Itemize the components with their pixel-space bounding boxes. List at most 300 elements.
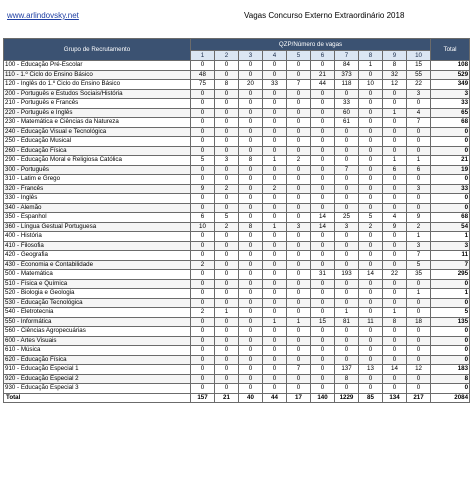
vagas-cell: 3	[407, 184, 431, 194]
table-row	[4, 260, 470, 270]
vagas-cell: 0	[311, 203, 335, 213]
table-row	[4, 241, 470, 251]
vagas-cell: 0	[215, 232, 239, 242]
row-total-cell: 21	[431, 156, 470, 166]
table-row	[4, 213, 470, 223]
vagas-cell: 14	[383, 365, 407, 375]
grupo-cell: 210 - Português e Francês	[4, 99, 191, 109]
vagas-cell: 0	[191, 289, 215, 299]
vagas-cell: 1	[263, 156, 287, 166]
vagas-cell: 0	[383, 175, 407, 185]
vagas-cell: 0	[311, 355, 335, 365]
vagas-cell: 0	[263, 99, 287, 109]
vagas-cell: 33	[335, 99, 359, 109]
vagas-cell: 0	[239, 213, 263, 223]
row-total-cell: 1	[431, 289, 470, 299]
vagas-cell: 0	[215, 194, 239, 204]
row-total-cell: 108	[431, 61, 470, 71]
total-label-cell: Total	[4, 393, 191, 403]
grupo-cell: 400 - História	[4, 232, 191, 242]
grupo-cell: 510 - Física e Química	[4, 279, 191, 289]
vagas-cell: 0	[239, 165, 263, 175]
grupo-cell: 920 - Educação Especial 2	[4, 374, 191, 384]
vagas-cell: 0	[311, 327, 335, 337]
grupo-cell: 350 - Espanhol	[4, 213, 191, 223]
vagas-cell: 0	[407, 175, 431, 185]
row-total-cell: 0	[431, 203, 470, 213]
grupo-cell: 420 - Geografia	[4, 251, 191, 261]
vagas-cell: 0	[359, 327, 383, 337]
vagas-cell: 0	[263, 327, 287, 337]
vagas-cell: 1	[407, 232, 431, 242]
vagas-cell: 5	[359, 213, 383, 223]
row-total-cell: 33	[431, 99, 470, 109]
vagas-cell: 0	[191, 137, 215, 147]
vagas-cell: 0	[191, 165, 215, 175]
vagas-cell: 3	[215, 156, 239, 166]
vagas-cell: 0	[311, 384, 335, 394]
vagas-cell: 5	[191, 156, 215, 166]
vagas-cell: 0	[239, 118, 263, 128]
vagas-cell: 0	[383, 241, 407, 251]
vagas-cell: 0	[311, 308, 335, 318]
vagas-cell: 0	[239, 355, 263, 365]
row-total-cell: 135	[431, 317, 470, 327]
table-row	[4, 137, 470, 147]
vagas-cell: 0	[359, 289, 383, 299]
table-row	[4, 222, 470, 232]
vagas-cell: 0	[407, 279, 431, 289]
vagas-cell: 0	[359, 194, 383, 204]
vagas-cell: 0	[239, 241, 263, 251]
vagas-cell: 0	[239, 70, 263, 80]
vagas-cell: 0	[383, 194, 407, 204]
vagas-cell: 0	[239, 137, 263, 147]
vagas-cell: 0	[215, 251, 239, 261]
row-total-cell: 19	[431, 165, 470, 175]
vagas-cell: 0	[383, 384, 407, 394]
vagas-cell: 1	[215, 308, 239, 318]
vagas-cell: 0	[191, 89, 215, 99]
column-total-cell: 217	[407, 393, 431, 403]
grupo-cell: 290 - Educação Moral e Religiosa Católica	[4, 156, 191, 166]
row-total-cell: 7	[431, 260, 470, 270]
vagas-cell: 0	[215, 270, 239, 280]
vagas-cell: 0	[383, 336, 407, 346]
vagas-cell: 0	[215, 384, 239, 394]
table-row	[4, 384, 470, 394]
vagas-cell: 0	[215, 336, 239, 346]
vagas-cell: 0	[359, 298, 383, 308]
grupo-cell: 600 - Artes Visuais	[4, 336, 191, 346]
vagas-cell: 0	[359, 156, 383, 166]
vagas-cell: 8	[239, 222, 263, 232]
vagas-cell: 0	[287, 336, 311, 346]
vagas-cell: 0	[239, 203, 263, 213]
vagas-cell: 0	[335, 241, 359, 251]
vagas-cell: 0	[335, 289, 359, 299]
vagas-cell: 0	[383, 327, 407, 337]
vagas-cell: 0	[287, 308, 311, 318]
vagas-cell: 0	[215, 374, 239, 384]
vagas-cell: 4	[407, 108, 431, 118]
vagas-cell: 0	[335, 260, 359, 270]
vagas-cell: 0	[407, 374, 431, 384]
vagas-cell: 0	[311, 374, 335, 384]
vagas-cell: 0	[383, 260, 407, 270]
column-total-cell: 134	[383, 393, 407, 403]
vagas-cell: 1	[335, 308, 359, 318]
vagas-cell: 0	[311, 61, 335, 71]
vagas-cell: 0	[335, 89, 359, 99]
table-row	[4, 175, 470, 185]
grupo-cell: 360 - Língua Gestual Portuguesa	[4, 222, 191, 232]
vagas-cell: 12	[383, 80, 407, 90]
vagas-cell: 0	[215, 289, 239, 299]
vagas-cell: 0	[287, 203, 311, 213]
vagas-cell: 0	[335, 175, 359, 185]
vagas-cell: 21	[311, 70, 335, 80]
vagas-cell: 0	[311, 365, 335, 375]
vagas-cell: 2	[359, 222, 383, 232]
vagas-cell: 0	[263, 213, 287, 223]
vagas-cell: 0	[311, 298, 335, 308]
vagas-cell: 0	[191, 336, 215, 346]
vagas-cell: 0	[263, 108, 287, 118]
vagas-cell: 0	[287, 355, 311, 365]
row-total-cell: 0	[431, 298, 470, 308]
vagas-cell: 0	[359, 203, 383, 213]
row-total-cell: 3	[431, 89, 470, 99]
grupo-cell: 540 - Eletrotecnia	[4, 308, 191, 318]
grupo-cell: 930 - Educação Especial 3	[4, 384, 191, 394]
row-total-cell: 0	[431, 346, 470, 356]
vagas-cell: 0	[311, 241, 335, 251]
vagas-cell: 2	[215, 184, 239, 194]
vagas-cell: 81	[335, 317, 359, 327]
vagas-cell: 0	[239, 374, 263, 384]
vagas-cell: 0	[335, 194, 359, 204]
vagas-cell: 0	[215, 317, 239, 327]
vagas-cell: 0	[359, 137, 383, 147]
vagas-cell: 0	[263, 298, 287, 308]
vagas-cell: 0	[239, 89, 263, 99]
table-row	[4, 232, 470, 242]
vagas-cell: 0	[191, 118, 215, 128]
vagas-cell: 0	[263, 289, 287, 299]
vagas-cell: 25	[335, 213, 359, 223]
vagas-cell: 0	[215, 298, 239, 308]
vagas-cell: 0	[335, 279, 359, 289]
vagas-cell: 1	[407, 289, 431, 299]
vagas-cell: 0	[239, 346, 263, 356]
table-row	[4, 279, 470, 289]
vagas-cell: 11	[359, 317, 383, 327]
vagas-cell: 0	[311, 108, 335, 118]
vagas-cell: 0	[263, 251, 287, 261]
vagas-cell: 0	[383, 251, 407, 261]
vagas-cell: 84	[335, 61, 359, 71]
grupo-cell: 260 - Educação Física	[4, 146, 191, 156]
vagas-cell: 0	[263, 384, 287, 394]
vagas-cell: 0	[191, 327, 215, 337]
grupo-cell: 620 - Educação Física	[4, 355, 191, 365]
vagas-cell: 0	[239, 194, 263, 204]
vagas-cell: 0	[263, 355, 287, 365]
vagas-cell: 0	[287, 175, 311, 185]
grupo-cell: 610 - Música	[4, 346, 191, 356]
vagas-cell: 0	[383, 232, 407, 242]
qzp-number-header: 8	[359, 51, 383, 61]
vagas-cell: 0	[287, 241, 311, 251]
site-link[interactable]: www.arlindovsky.net	[7, 11, 79, 20]
table-row	[4, 374, 470, 384]
vagas-cell: 10	[191, 222, 215, 232]
vagas-cell: 0	[287, 184, 311, 194]
vagas-cell: 9	[191, 184, 215, 194]
vagas-cell: 0	[383, 289, 407, 299]
table-row	[4, 317, 470, 327]
vagas-cell: 0	[287, 127, 311, 137]
grupo-cell: 320 - Francês	[4, 184, 191, 194]
vagas-table	[3, 38, 470, 403]
vagas-cell: 60	[335, 108, 359, 118]
vagas-cell: 0	[287, 61, 311, 71]
qzp-number-header: 3	[239, 51, 263, 61]
row-total-cell: 0	[431, 146, 470, 156]
vagas-cell: 0	[383, 184, 407, 194]
vagas-cell: 0	[239, 108, 263, 118]
vagas-cell: 0	[383, 298, 407, 308]
vagas-cell: 0	[215, 165, 239, 175]
grupo-cell: 230 - Matemática e Ciências da Natureza	[4, 118, 191, 128]
vagas-cell: 0	[215, 327, 239, 337]
column-total-cell: 17	[287, 393, 311, 403]
vagas-cell: 0	[263, 308, 287, 318]
row-total-cell: 0	[431, 194, 470, 204]
row-total-cell: 0	[431, 355, 470, 365]
table-row	[4, 184, 470, 194]
row-total-cell: 68	[431, 118, 470, 128]
row-total-cell: 183	[431, 365, 470, 375]
vagas-cell: 3	[335, 222, 359, 232]
vagas-cell: 0	[311, 146, 335, 156]
vagas-cell: 0	[239, 336, 263, 346]
vagas-cell: 61	[335, 118, 359, 128]
vagas-cell: 7	[287, 365, 311, 375]
vagas-cell: 0	[407, 137, 431, 147]
vagas-cell: 0	[263, 175, 287, 185]
qzp-number-header: 6	[311, 51, 335, 61]
vagas-cell: 0	[191, 232, 215, 242]
grupo-cell: 100 - Educação Pré-Escolar	[4, 61, 191, 71]
vagas-cell: 0	[359, 146, 383, 156]
vagas-cell: 0	[335, 355, 359, 365]
vagas-cell: 8	[383, 317, 407, 327]
vagas-cell: 0	[191, 279, 215, 289]
vagas-cell: 0	[191, 108, 215, 118]
vagas-cell: 0	[311, 232, 335, 242]
vagas-cell: 0	[311, 336, 335, 346]
vagas-cell: 6	[191, 213, 215, 223]
vagas-cell: 0	[287, 118, 311, 128]
vagas-cell: 31	[311, 270, 335, 280]
vagas-cell: 6	[383, 165, 407, 175]
vagas-cell: 0	[191, 203, 215, 213]
vagas-cell: 0	[407, 194, 431, 204]
vagas-cell: 20	[239, 80, 263, 90]
grupo-cell: 310 - Latim e Grego	[4, 175, 191, 185]
vagas-cell: 0	[383, 355, 407, 365]
vagas-cell: 0	[287, 165, 311, 175]
table-row	[4, 365, 470, 375]
vagas-cell: 2	[215, 222, 239, 232]
grupo-cell: 250 - Educação Musical	[4, 137, 191, 147]
vagas-cell: 0	[263, 89, 287, 99]
vagas-cell: 0	[359, 99, 383, 109]
vagas-cell: 0	[335, 146, 359, 156]
vagas-cell: 22	[407, 80, 431, 90]
vagas-cell: 0	[287, 374, 311, 384]
vagas-cell: 0	[359, 384, 383, 394]
vagas-cell: 0	[239, 384, 263, 394]
table-row	[4, 194, 470, 204]
table-row	[4, 203, 470, 213]
vagas-cell: 0	[191, 241, 215, 251]
column-total-cell: 40	[239, 393, 263, 403]
vagas-cell: 0	[191, 127, 215, 137]
vagas-cell: 0	[407, 336, 431, 346]
row-total-cell: 529	[431, 70, 470, 80]
row-total-cell: 11	[431, 251, 470, 261]
row-total-cell: 5	[431, 308, 470, 318]
vagas-cell: 0	[359, 70, 383, 80]
vagas-cell: 0	[215, 279, 239, 289]
vagas-cell: 1	[383, 308, 407, 318]
vagas-cell: 0	[383, 118, 407, 128]
vagas-cell: 0	[239, 317, 263, 327]
vagas-cell: 0	[215, 89, 239, 99]
vagas-cell: 33	[263, 80, 287, 90]
column-total-cell: 157	[191, 393, 215, 403]
vagas-cell: 1	[359, 61, 383, 71]
vagas-cell: 1	[287, 317, 311, 327]
vagas-cell: 0	[311, 175, 335, 185]
vagas-cell: 0	[215, 355, 239, 365]
qzp-column-header: QZP/Número de vagas	[191, 39, 431, 51]
table-row	[4, 118, 470, 128]
grupo-cell: 430 - Economia e Contabilidade	[4, 260, 191, 270]
vagas-cell: 0	[287, 384, 311, 394]
row-total-cell: 0	[431, 175, 470, 185]
vagas-cell: 2	[191, 260, 215, 270]
vagas-cell: 15	[407, 61, 431, 71]
vagas-cell: 0	[263, 118, 287, 128]
vagas-cell: 2	[263, 184, 287, 194]
table-row	[4, 156, 470, 166]
vagas-cell: 0	[239, 232, 263, 242]
vagas-cell: 0	[311, 89, 335, 99]
vagas-cell: 0	[191, 365, 215, 375]
column-total-cell: 1229	[335, 393, 359, 403]
grupo-cell: 530 - Educação Tecnológica	[4, 298, 191, 308]
vagas-cell: 0	[359, 175, 383, 185]
grupo-cell: 550 - Informática	[4, 317, 191, 327]
vagas-cell: 0	[215, 146, 239, 156]
vagas-cell: 12	[407, 365, 431, 375]
grand-total-cell: 2084	[431, 393, 470, 403]
vagas-cell: 0	[407, 384, 431, 394]
vagas-cell: 193	[335, 270, 359, 280]
vagas-cell: 0	[407, 346, 431, 356]
vagas-cell: 0	[311, 118, 335, 128]
table-row	[4, 89, 470, 99]
table-row	[4, 308, 470, 318]
row-total-cell: 0	[431, 127, 470, 137]
vagas-cell: 0	[311, 127, 335, 137]
vagas-cell: 0	[263, 365, 287, 375]
vagas-cell: 0	[287, 298, 311, 308]
vagas-cell: 0	[215, 346, 239, 356]
vagas-cell: 0	[359, 336, 383, 346]
vagas-cell: 0	[335, 156, 359, 166]
vagas-cell: 0	[263, 146, 287, 156]
vagas-cell: 0	[239, 260, 263, 270]
vagas-cell: 0	[359, 260, 383, 270]
vagas-cell: 0	[239, 61, 263, 71]
vagas-cell: 0	[359, 355, 383, 365]
vagas-cell: 0	[359, 108, 383, 118]
total-row	[4, 393, 470, 403]
vagas-cell: 0	[407, 99, 431, 109]
vagas-cell: 0	[287, 251, 311, 261]
vagas-cell: 9	[407, 213, 431, 223]
grupo-cell: 910 - Educação Especial 1	[4, 365, 191, 375]
vagas-cell: 0	[191, 346, 215, 356]
vagas-cell: 0	[191, 270, 215, 280]
vagas-cell: 4	[383, 213, 407, 223]
vagas-cell: 0	[215, 260, 239, 270]
vagas-cell: 0	[215, 241, 239, 251]
vagas-cell: 0	[287, 70, 311, 80]
grupo-cell: 340 - Alemão	[4, 203, 191, 213]
vagas-cell: 0	[335, 336, 359, 346]
vagas-cell: 0	[359, 346, 383, 356]
document-title: Vagas Concurso Externo Extraordinário 2018	[244, 11, 405, 20]
vagas-cell: 0	[263, 165, 287, 175]
vagas-cell: 0	[335, 232, 359, 242]
vagas-cell: 0	[191, 298, 215, 308]
vagas-cell: 8	[215, 80, 239, 90]
grupo-cell: 220 - Português e Inglês	[4, 108, 191, 118]
vagas-cell: 0	[239, 146, 263, 156]
column-total-cell: 140	[311, 393, 335, 403]
column-total-cell: 21	[215, 393, 239, 403]
row-total-cell: 0	[431, 336, 470, 346]
vagas-cell: 7	[287, 80, 311, 90]
row-total-cell: 0	[431, 279, 470, 289]
vagas-cell: 0	[335, 137, 359, 147]
vagas-cell: 0	[383, 127, 407, 137]
vagas-cell: 75	[191, 80, 215, 90]
vagas-cell: 0	[287, 270, 311, 280]
vagas-cell: 1	[263, 222, 287, 232]
vagas-cell: 0	[287, 327, 311, 337]
table-body	[4, 61, 470, 403]
vagas-cell: 14	[311, 222, 335, 232]
vagas-cell: 1	[383, 156, 407, 166]
vagas-cell: 0	[239, 127, 263, 137]
